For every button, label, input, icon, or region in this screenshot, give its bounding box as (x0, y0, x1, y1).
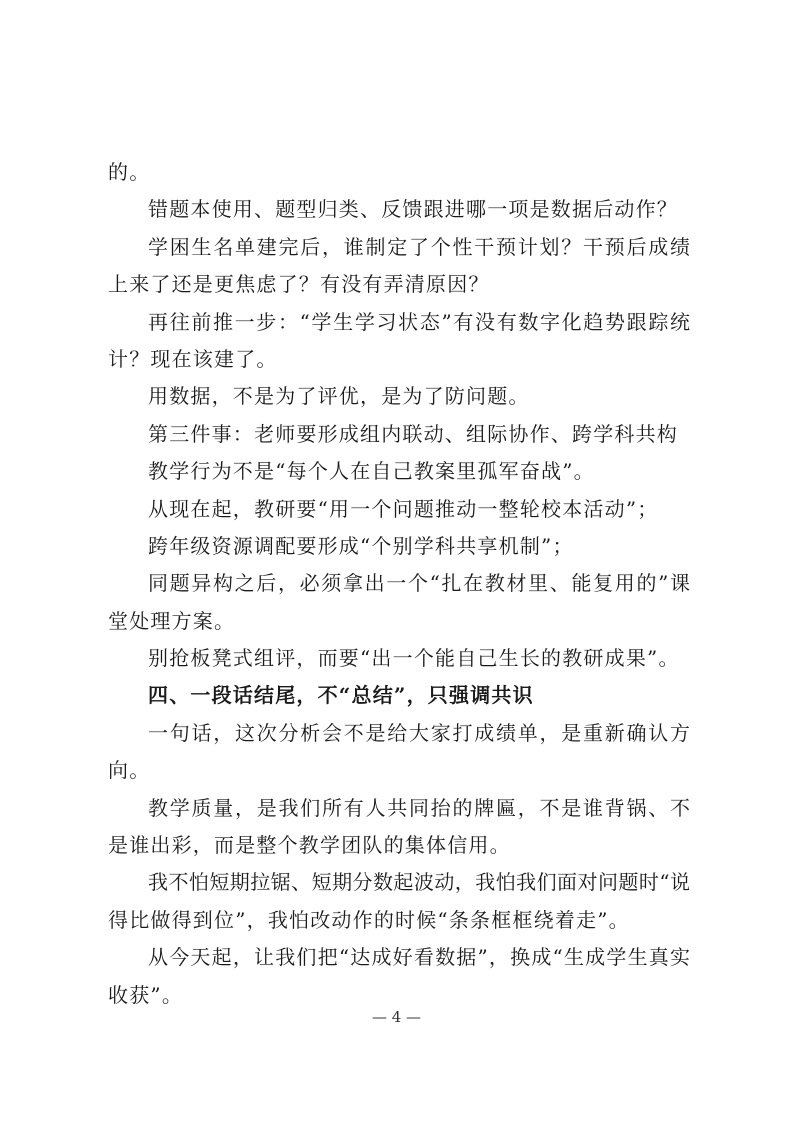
text-line: 计？现在该建了。 (108, 346, 278, 371)
section-heading: 四、一段话结尾，不“总结”，只强调共识 (148, 683, 534, 708)
text-line: 跨年级资源调配要形成“个别学科共享机制”； (148, 533, 574, 558)
text-line: 从现在起，教研要“用一个问题推动一整轮校本活动”； (148, 496, 659, 521)
page-number: — 4 — (371, 1008, 422, 1026)
text-line: 用数据，不是为了评优，是为了防问题。 (148, 384, 530, 409)
text-line: 再往前推一步：“学生学习状态”有没有数字化趋势跟踪统 (148, 309, 690, 334)
text-line: 的。 (108, 160, 151, 184)
text-line: 第三件事：老师要形成组内联动、组际协作、跨学科共构 (148, 421, 678, 446)
text-line: 学困生名单建完后，谁制定了个性干预计划？干预后成绩 (148, 234, 690, 259)
text-line: 是谁出彩，而是整个教学团队的集体信用。 (108, 833, 511, 858)
text-line: 同题异构之后，必须拿出一个“扎在教材里、能复用的”课 (148, 571, 690, 596)
text-line: 教学质量，是我们所有人共同抬的牌匾，不是谁背锅、不 (148, 795, 690, 820)
text-line: 别抢板凳式组评，而要“出一个能自己生长的教研成果”。 (148, 646, 680, 671)
text-line: 一句话，这次分析会不是给大家打成绩单，是重新确认方 (148, 720, 690, 745)
text-line: 上来了还是更焦虑了？有没有弄清原因？ (108, 272, 490, 297)
text-line: 得比做得到位”，我怕改动作的时候“条条框框绕着走”。 (108, 907, 630, 932)
text-line: 我不怕短期拉锯、短期分数起波动，我怕我们面对问题时“说 (148, 870, 690, 895)
text-line: 从今天起，让我们把“达成好看数据”，换成“生成学生真实 (148, 945, 690, 970)
text-line: 错题本使用、题型归类、反馈跟进哪一项是数据后动作？ (148, 197, 678, 222)
text-line: 收获”。 (108, 982, 184, 1007)
text-line: 向。 (108, 758, 151, 783)
body-text (108, 154, 690, 1014)
text-line: 教学行为不是“每个人在自己教案里孤军奋战”。 (148, 459, 595, 484)
text-line: 堂处理方案。 (108, 608, 236, 633)
